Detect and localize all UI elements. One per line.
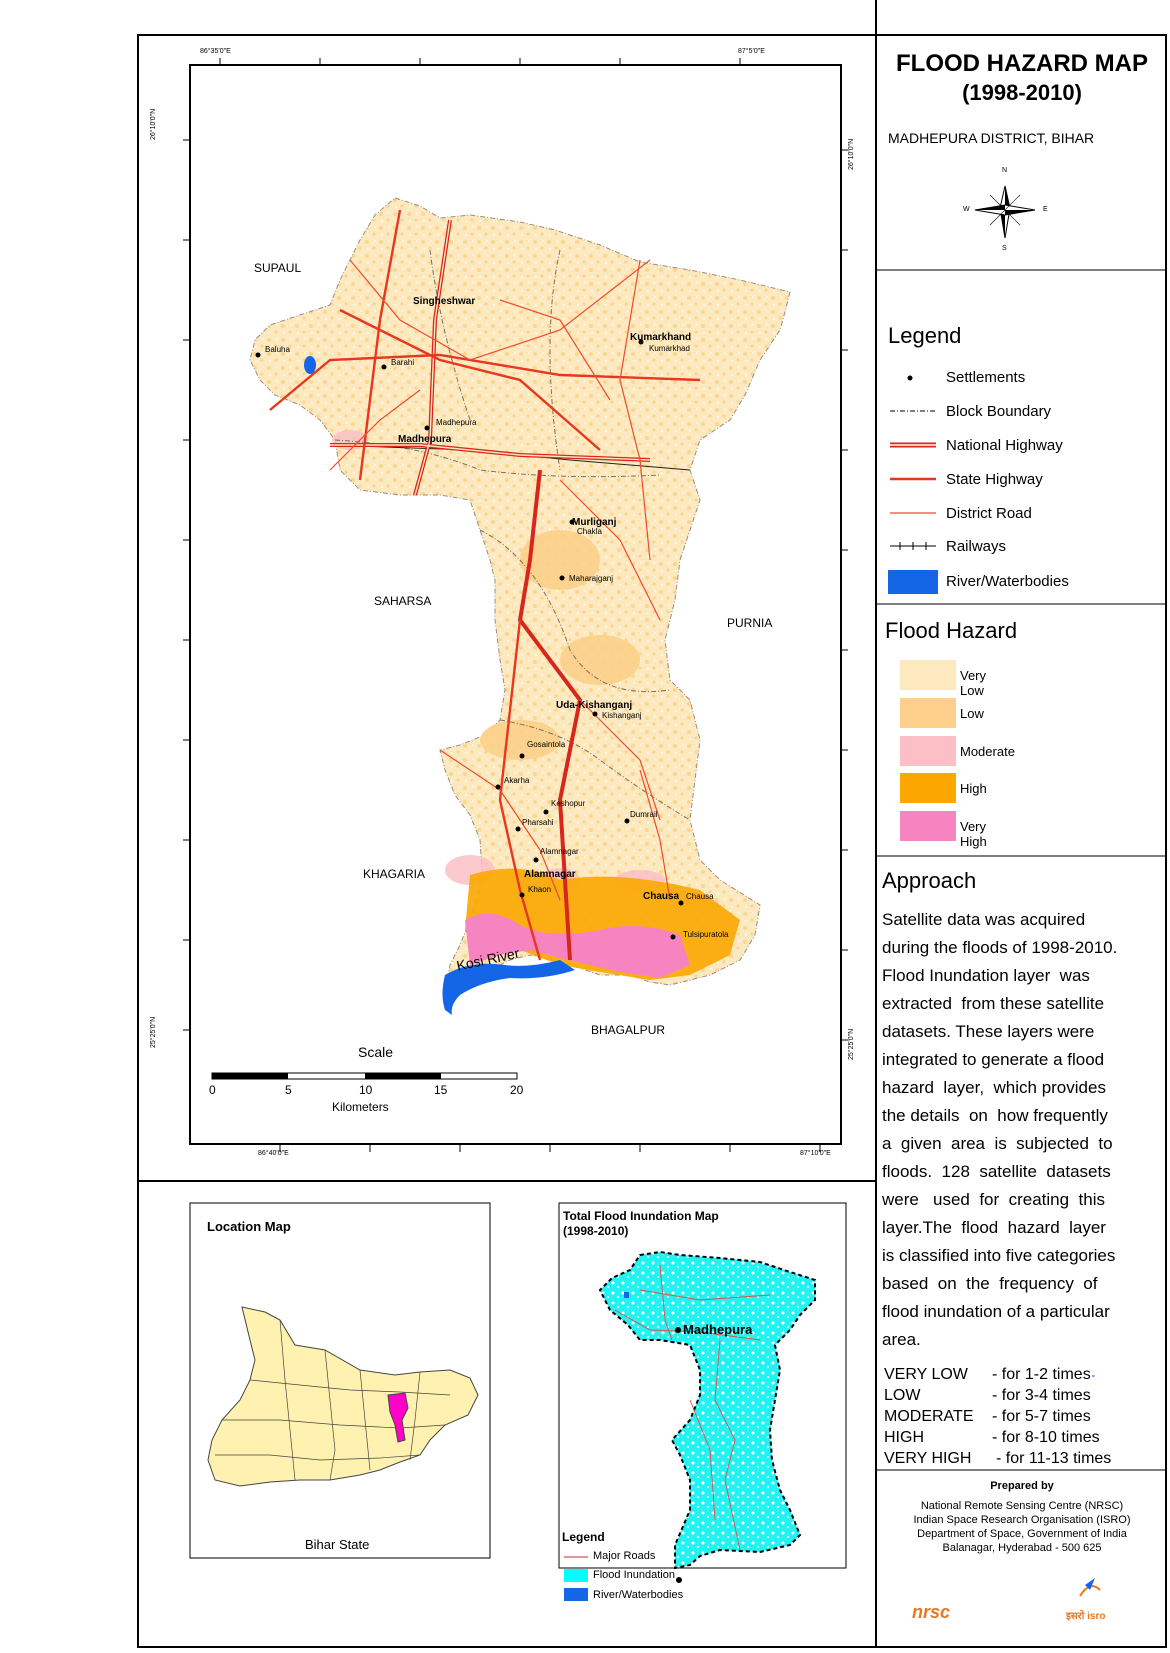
prepared-line-2: Indian Space Research Organisation (ISRO) xyxy=(913,1514,1131,1526)
legend-settlement-symbol xyxy=(908,376,913,381)
class-row-very-low xyxy=(884,1366,1091,1384)
waterbody xyxy=(304,356,316,374)
prepared-line-3: Department of Space, Government of India xyxy=(917,1528,1127,1540)
legend-railway-symbol xyxy=(890,542,936,550)
hazard-label-moderate: Moderate xyxy=(960,744,1015,759)
class-name: HIGH xyxy=(884,1429,924,1446)
legend-river-symbol xyxy=(888,570,938,594)
block-murliganj: Murliganj xyxy=(572,517,617,528)
class-range: - for 11-13 times xyxy=(996,1450,1112,1467)
inundation-mouth-dot xyxy=(676,1577,682,1583)
scale-unit: Kilometers xyxy=(332,1100,389,1114)
label-khagaria: KHAGARIA xyxy=(363,867,426,881)
settlement-kumarkhad: Kumarkhad xyxy=(649,344,690,353)
class-name: LOW xyxy=(884,1387,921,1404)
approach-line: during the floods of 1998-2010. xyxy=(882,938,1118,957)
approach-line: flood inundation of a particular xyxy=(882,1302,1110,1321)
coord-right-bottom: 25°25'0"N xyxy=(848,1028,855,1060)
legend-item-district-road: District Road xyxy=(946,505,1032,522)
class-row-high xyxy=(884,1429,1100,1447)
hazard-label-high: High xyxy=(960,781,987,796)
prepared-title: Prepared by xyxy=(990,1480,1054,1492)
coord-right-top: 26°10'0"N xyxy=(848,138,855,170)
class-range: - for 5-7 times xyxy=(992,1408,1091,1425)
block-kumarkhand: Kumarkhand xyxy=(630,332,692,343)
hazard-swatch-high xyxy=(900,773,956,803)
coord-top-right: 87°5'0"E xyxy=(738,48,765,55)
inundation-legend-water: River/Waterbodies xyxy=(593,1589,684,1601)
inundation-town-label: Madhepura xyxy=(683,1322,753,1337)
block-uda-kishanganj: Uda-Kishanganj xyxy=(556,700,633,711)
approach-line: Satellite data was acquired xyxy=(882,910,1086,929)
map-title-years: (1998-2010) xyxy=(962,80,1082,105)
inundation-water xyxy=(624,1292,629,1298)
legend-item-state-highway: State Highway xyxy=(946,471,1043,488)
approach-line: the details on how frequently xyxy=(882,1106,1108,1125)
approach-line: integrated to generate a flood xyxy=(882,1050,1105,1069)
coord-left-top: 26°10'0"N xyxy=(150,108,157,140)
settlement-tulsipuratola: Tulsipuratola xyxy=(683,930,729,939)
block-alamnagar: Alamnagar xyxy=(524,869,576,880)
coord-left-bottom: 25°25'0"N xyxy=(150,1016,157,1048)
settlement-alamnagar: Alamnagar xyxy=(540,847,579,856)
approach-line: based on the frequency of xyxy=(882,1274,1098,1293)
settlement-khaon: Khaon xyxy=(528,885,552,894)
settlement-madhepura: Madhepura xyxy=(436,418,477,427)
label-purnia: PURNIA xyxy=(727,616,773,630)
settlement-barahi: Barahi xyxy=(391,358,415,367)
approach-classes xyxy=(884,1366,1164,1471)
approach-line: area. xyxy=(882,1330,921,1349)
class-name: VERY LOW xyxy=(884,1366,968,1383)
inundation-legend-water-symbol xyxy=(564,1588,588,1601)
north-arrow-icon xyxy=(975,186,1035,238)
hazard-label-very-low: Very Low xyxy=(960,668,987,698)
approach-line: floods. 128 satellite datasets xyxy=(882,1162,1111,1181)
legend-item-railways: Railways xyxy=(946,538,1007,555)
hazard-swatch-moderate xyxy=(900,736,956,766)
legend-item-block-boundary: Block Boundary xyxy=(946,403,1052,420)
map-title: FLOOD HAZARD MAP xyxy=(896,50,1148,77)
river-label: Kosi River xyxy=(455,944,521,974)
location-map-title: Location Map xyxy=(207,1219,291,1234)
block-chausa: Chausa xyxy=(643,891,680,902)
settlement-maharajganj: Maharajganj xyxy=(569,574,614,583)
scale-title: Scale xyxy=(358,1044,394,1060)
label-supaul: SUPAUL xyxy=(254,261,302,275)
inundation-legend-roads: Major Roads xyxy=(593,1550,656,1562)
prepared-line-1: National Remote Sensing Centre (NRSC) xyxy=(920,1500,1124,1512)
legend-item-national-highway: National Highway xyxy=(946,437,1063,454)
north-label-s: S xyxy=(1002,245,1007,252)
isro-logo: इसरो isro xyxy=(1066,1611,1106,1622)
settlement-baluha: Baluha xyxy=(265,345,290,354)
scale-tick-5: 5 xyxy=(285,1083,292,1097)
approach-text xyxy=(882,906,1162,1354)
class-range: - for 8-10 times xyxy=(992,1429,1100,1446)
settlement-keshopur: Keshopur xyxy=(551,799,586,808)
legend-item-settlements: Settlements xyxy=(946,369,1026,386)
scale-bar xyxy=(212,1073,517,1079)
label-bhagalpur: BHAGALPUR xyxy=(591,1023,666,1037)
settlement-gosaintola: Gosaintola xyxy=(527,740,566,749)
coord-top-left: 86°35'0"E xyxy=(200,48,231,55)
coord-bottom-right: 87°10'0"E xyxy=(800,1150,831,1157)
block-singheshwar: Singheshwar xyxy=(413,296,476,307)
hazard-label-low: Low xyxy=(960,706,984,721)
map-subtitle: MADHEPURA DISTRICT, BIHAR xyxy=(888,130,1095,146)
block-madhepura: Madhepura xyxy=(398,434,452,445)
label-saharsa: SAHARSA xyxy=(374,594,432,608)
legend-title: Legend xyxy=(888,323,962,348)
class-row-moderate xyxy=(884,1408,1091,1426)
scale-tick-10: 10 xyxy=(359,1083,373,1097)
class-row-low xyxy=(884,1387,1091,1405)
class-range: - for 1-2 times xyxy=(992,1366,1091,1383)
hazard-swatch-very-low xyxy=(900,660,956,690)
north-label-w: W xyxy=(963,206,970,213)
class-name: MODERATE xyxy=(884,1408,974,1425)
inundation-town-dot xyxy=(675,1327,681,1333)
approach-line: a given area is subjected to xyxy=(882,1134,1113,1153)
scale-tick-0: 0 xyxy=(209,1083,216,1097)
north-label-n: N xyxy=(1002,167,1008,174)
approach-line: were used for creating this xyxy=(882,1190,1105,1209)
approach-title: Approach xyxy=(882,868,977,893)
inundation-legend-flood: Flood Inundation xyxy=(593,1569,675,1581)
hazard-label-very-high: Very High xyxy=(960,819,987,849)
inundation-title-2: (1998-2010) xyxy=(563,1224,629,1238)
class-row-very-high xyxy=(884,1450,1112,1468)
scale-tick-20: 20 xyxy=(510,1083,524,1097)
approach-line: Flood Inundation layer was xyxy=(882,966,1090,985)
prepared-line-4: Balanagar, Hyderabad - 500 625 xyxy=(942,1542,1102,1554)
hazard-swatch-low xyxy=(900,698,956,728)
inundation-legend-title: Legend xyxy=(562,1530,605,1544)
approach-line: is classified into five categories xyxy=(882,1246,1116,1265)
settlement-dumrail: Dumrail xyxy=(630,810,658,819)
settlement-kishanganj: Kishanganj xyxy=(602,711,642,720)
class-name: VERY HIGH xyxy=(884,1450,972,1467)
settlement-chakla: Chakla xyxy=(577,527,602,536)
class-range: - for 3-4 times xyxy=(992,1387,1091,1404)
location-map-caption: Bihar State xyxy=(305,1537,370,1552)
scale-tick-15: 15 xyxy=(434,1083,448,1097)
coord-bottom-left: 86°40'0"E xyxy=(258,1150,289,1157)
approach-line: hazard layer, which provides xyxy=(882,1078,1106,1097)
nrsc-logo: nrsc xyxy=(912,1602,951,1622)
flood-hazard-classes xyxy=(862,660,1162,850)
approach-line: extracted from these satellite xyxy=(882,994,1105,1013)
inundation-title-1: Total Flood Inundation Map xyxy=(563,1209,719,1223)
north-label-e: E xyxy=(1043,206,1048,213)
flood-hazard-title: Flood Hazard xyxy=(885,618,1018,643)
settlement-pharsahi: Pharsahi xyxy=(522,818,554,827)
legend-item-river: River/Waterbodies xyxy=(946,573,1069,590)
inundation-legend-flood-symbol xyxy=(564,1569,588,1582)
settlement-akarha: Akarha xyxy=(504,776,530,785)
approach-line: layer.The flood hazard layer xyxy=(882,1218,1106,1237)
approach-line: datasets. These layers were xyxy=(882,1022,1095,1041)
hazard-swatch-very-high xyxy=(900,811,956,841)
settlement-chausa: Chausa xyxy=(686,892,714,901)
